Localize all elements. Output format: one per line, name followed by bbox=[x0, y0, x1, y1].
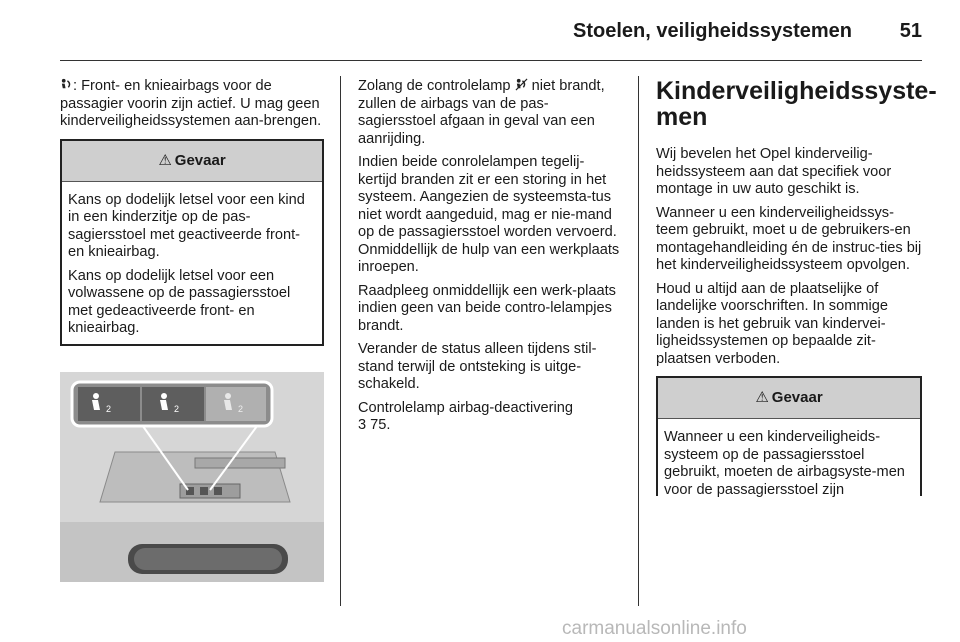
warning-body bbox=[62, 182, 322, 344]
airbag-on-icon bbox=[60, 78, 73, 91]
column-2 bbox=[358, 78, 622, 435]
warning-triangle-icon: ⚠ bbox=[755, 389, 769, 407]
col3-paragraph-1: Wij bevelen het Opel kinderveilig-heidssysteem aan dat specifiek voor montage in uw auto geschikt is. bbox=[656, 146, 892, 197]
col2-paragraph-5 bbox=[358, 400, 622, 435]
warning-triangle-icon: ⚠ bbox=[158, 151, 172, 169]
column-3 bbox=[656, 77, 937, 498]
warning-paragraph-1: Kans op dodelijk letsel voor een kind in een kinderzitje op de pas-sagiersstoel met geactiveerde front- en knieairbag. bbox=[68, 191, 305, 260]
col2-paragraph-3: Raadpleeg onmiddellijk een werk-plaats indien geen van beide contro-lelampjes brandt. bbox=[358, 282, 616, 334]
col3-paragraph-3: Houd u altijd aan de plaatselijke of landelijke voorschriften. In sommige landen is het gebruik van kindervei-ligheidssystemen op bepaalde zit-plaatsen verboden. bbox=[656, 280, 888, 367]
page-title: Stoelen, veiligheidssystemen bbox=[573, 20, 852, 42]
col2-paragraph-1 bbox=[358, 78, 622, 148]
column-divider-1 bbox=[340, 76, 341, 606]
warning-body-2 bbox=[658, 419, 920, 505]
header-rule bbox=[60, 60, 922, 61]
col2-p1-start: Zolang de controlelamp bbox=[358, 78, 515, 94]
warning-title: Gevaar bbox=[174, 151, 226, 169]
section-heading: Kinderveiligheidssyste-men bbox=[656, 77, 937, 131]
warning-box-1 bbox=[60, 139, 324, 346]
page-header bbox=[60, 0, 922, 62]
watermark: carmanualsonline.info bbox=[562, 618, 747, 639]
warning-2-paragraph-1: Wanneer u een kinderveiligheids-systeem op de passagiersstoel gebruikt, moeten de airbagsyste-men voor de passagiersstoel zijn bbox=[664, 429, 905, 498]
col2-reference-label: Controlelamp airbag-deactivering bbox=[358, 399, 573, 416]
warning-header-2 bbox=[658, 378, 920, 419]
intro-text: : Front- en knieairbags voor de passagier voorin zijn actief. U mag geen kinderveiligheidssystemen aan-brengen. bbox=[60, 78, 322, 129]
column-1 bbox=[60, 78, 324, 346]
column-divider-2 bbox=[638, 76, 639, 606]
col2-p1-end: niet brandt, zullen de airbags van de pas-sagiersstoel afgaan in geval van een aanrijding. bbox=[358, 78, 605, 147]
warning-title-2: Gevaar bbox=[771, 389, 823, 407]
indicator-label-2: 2 bbox=[174, 404, 180, 414]
airbag-off-icon bbox=[515, 78, 528, 91]
warning-paragraph-2: Kans op dodelijk letsel voor een volwassene op de passagiersstoel met gedeactiveerde front- en knieairbag. bbox=[68, 267, 291, 336]
col2-paragraph-4: Verander de status alleen tijdens stil-stand terwijl de ontsteking is uitge-schakeld. bbox=[358, 341, 597, 392]
indicator-label-3: 2 bbox=[238, 404, 244, 414]
indicator-label-1: 2 bbox=[106, 404, 112, 414]
roof-console-drawing bbox=[60, 372, 324, 582]
intro-paragraph bbox=[60, 78, 324, 131]
col2-paragraph-2: Indien beide conrolelampen tegelij-kertijd branden zit er een storing in het systeem. Aangezien de systeemsta-tus niet wordt aangeduid, mag er nie-mand op de passagiersstoel worden vervoerd. Onmiddellijk de hulp van een werkplaats inroepen. bbox=[358, 154, 620, 275]
col3-paragraph-2: Wanneer u een kinderveiligheidssys-teem gebruikt, moet u de gebruikers-en montagehandleiding én de instruc-ties bij het kinderveiligheidssysteem opvolgen. bbox=[656, 204, 922, 273]
warning-box-2 bbox=[656, 376, 922, 496]
airbag-indicator-illustration bbox=[60, 372, 324, 582]
page-number: 51 bbox=[899, 20, 922, 42]
page-reference-link[interactable]: 3 75. bbox=[358, 417, 391, 433]
warning-header bbox=[62, 141, 322, 182]
